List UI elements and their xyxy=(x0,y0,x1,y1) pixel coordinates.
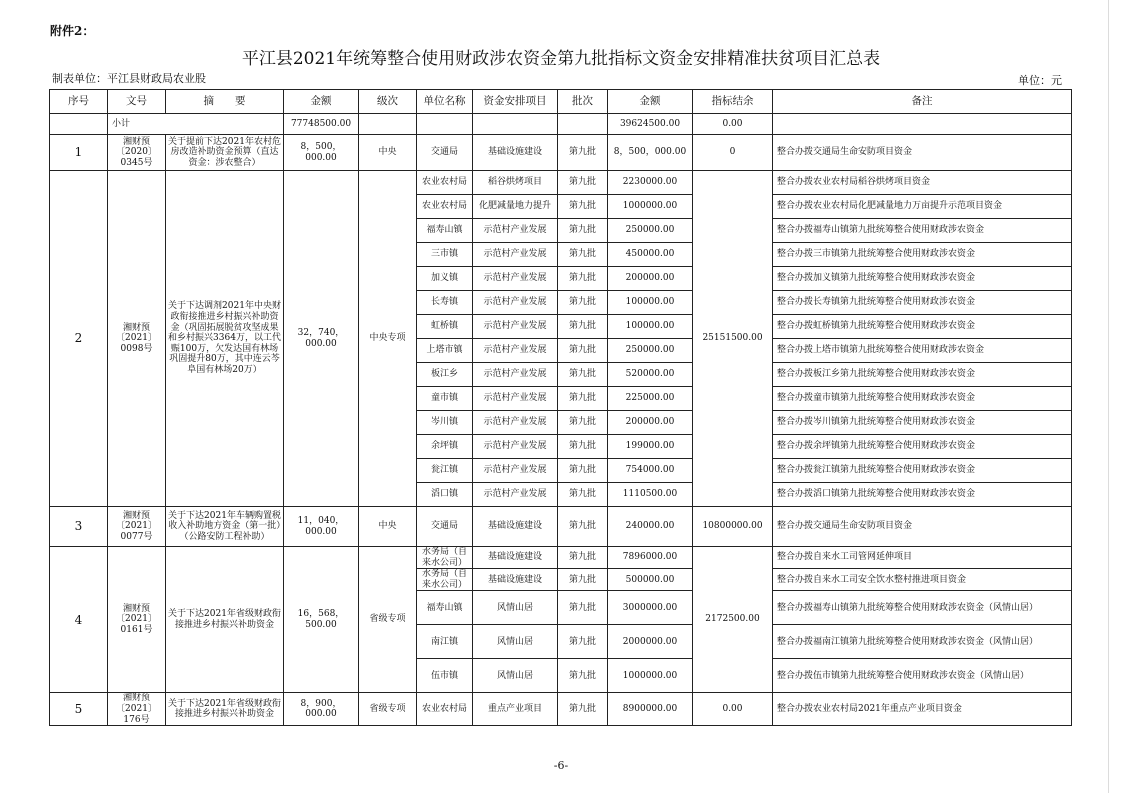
row-amount: 250000.00 xyxy=(608,219,693,243)
group-no: 1 xyxy=(50,135,108,171)
subtotal-row xyxy=(50,114,1072,135)
row-unit: 滔口镇 xyxy=(417,483,473,507)
group-summary: 关于提前下达2021年农村危房改造补助资金预算（直达资金：涉农整合） xyxy=(166,135,284,171)
row-note: 整合办拨加义镇第九批统筹整合使用财政涉农资金 xyxy=(773,267,1072,291)
row-batch: 第九批 xyxy=(558,483,608,507)
row-amount: 1000000.00 xyxy=(608,195,693,219)
row-project: 稻谷烘烤项目 xyxy=(473,171,558,195)
row-amount: 100000.00 xyxy=(608,315,693,339)
group-amount: 8，900，000.00 xyxy=(284,693,359,726)
group-balance: 0.00 xyxy=(693,693,773,726)
row-batch: 第九批 xyxy=(558,569,608,591)
group-amount: 16，568，500.00 xyxy=(284,547,359,693)
row-unit: 福寿山镇 xyxy=(417,219,473,243)
row-amount: 520000.00 xyxy=(608,363,693,387)
group-balance: 0 xyxy=(693,135,773,171)
row-note: 整合办拨余坪镇第九批统筹整合使用财政涉农资金 xyxy=(773,435,1072,459)
row-unit: 上塔市镇 xyxy=(417,339,473,363)
row-batch: 第九批 xyxy=(558,243,608,267)
group-amount: 32，740，000.00 xyxy=(284,171,359,507)
row-amount: 240000.00 xyxy=(608,507,693,547)
row-amount: 8900000.00 xyxy=(608,693,693,726)
row-batch: 第九批 xyxy=(558,219,608,243)
row-unit: 水务局（自来水公司） xyxy=(417,547,473,569)
header-no: 序号 xyxy=(50,90,108,114)
row-project: 风情山居 xyxy=(473,591,558,625)
subtotal-amount2: 39624500.00 xyxy=(608,114,693,135)
row-note: 整合办拨板江乡第九批统筹整合使用财政涉农资金 xyxy=(773,363,1072,387)
row-unit: 余坪镇 xyxy=(417,435,473,459)
row-amount: 500000.00 xyxy=(608,569,693,591)
row-unit: 长寿镇 xyxy=(417,291,473,315)
scan-edge xyxy=(1108,0,1109,793)
row-batch: 第九批 xyxy=(558,435,608,459)
row-project: 示范村产业发展 xyxy=(473,243,558,267)
row-batch: 第九批 xyxy=(558,291,608,315)
header-balance: 指标结余 xyxy=(693,90,773,114)
row-unit: 板江乡 xyxy=(417,363,473,387)
group-no: 3 xyxy=(50,507,108,547)
row-amount: 200000.00 xyxy=(608,267,693,291)
row-note: 整合办拨瓮江镇第九批统筹整合使用财政涉农资金 xyxy=(773,459,1072,483)
row-note: 整合办拨岑川镇第九批统筹整合使用财政涉农资金 xyxy=(773,411,1072,435)
row-project: 基础设施建设 xyxy=(473,547,558,569)
row-amount: 200000.00 xyxy=(608,411,693,435)
header-amount: 金额 xyxy=(284,90,359,114)
row-unit: 农业农村局 xyxy=(417,693,473,726)
row-project: 示范村产业发展 xyxy=(473,267,558,291)
group-amount: 8，500，000.00 xyxy=(284,135,359,171)
row-amount: 7896000.00 xyxy=(608,547,693,569)
row-project: 基础设施建设 xyxy=(473,507,558,547)
group-doc: 湘财预〔2021〕0077号 xyxy=(108,507,166,547)
table-row xyxy=(50,693,1072,726)
currency-unit: 单位：元 xyxy=(1018,74,1062,87)
row-note: 整合办拨农业农村局2021年重点产业项目资金 xyxy=(773,693,1072,726)
row-batch: 第九批 xyxy=(558,171,608,195)
row-note: 整合办拨福寿山镇第九批统筹整合使用财政涉农资金（风情山居） xyxy=(773,591,1072,625)
row-batch: 第九批 xyxy=(558,315,608,339)
row-unit: 童市镇 xyxy=(417,387,473,411)
header-doc: 文号 xyxy=(108,90,166,114)
row-amount: 2000000.00 xyxy=(608,625,693,659)
group-summary: 关于下达调剂2021年中央财政衔接推进乡村振兴补助资金（巩固拓展脱贫攻坚成果和乡村振兴3364万，以工代赈100万，欠发达国有林场巩固提升80万，其中连云芩阜国有林场20万） xyxy=(166,171,284,507)
row-unit: 瓮江镇 xyxy=(417,459,473,483)
row-unit: 水务局（自来水公司） xyxy=(417,569,473,591)
row-note: 整合办拨福南江镇第九批统筹整合使用财政涉农资金（风情山居） xyxy=(773,625,1072,659)
row-project: 风情山居 xyxy=(473,625,558,659)
row-batch: 第九批 xyxy=(558,363,608,387)
row-note: 整合办拨农业农村局稻谷烘烤项目资金 xyxy=(773,171,1072,195)
row-batch: 第九批 xyxy=(558,459,608,483)
row-batch: 第九批 xyxy=(558,591,608,625)
row-project: 示范村产业发展 xyxy=(473,219,558,243)
row-project: 示范村产业发展 xyxy=(473,363,558,387)
row-amount: 1110500.00 xyxy=(608,483,693,507)
group-amount: 11，040，000.00 xyxy=(284,507,359,547)
row-project: 重点产业项目 xyxy=(473,693,558,726)
header-amount2: 金额 xyxy=(608,90,693,114)
row-project: 基础设施建设 xyxy=(473,569,558,591)
subtotal-label: 小计 xyxy=(108,114,284,135)
row-unit: 南江镇 xyxy=(417,625,473,659)
row-amount: 2230000.00 xyxy=(608,171,693,195)
row-note: 整合办拨自来水工司安全饮水整村推进项目资金 xyxy=(773,569,1072,591)
row-unit: 虹桥镇 xyxy=(417,315,473,339)
group-doc: 湘财预〔2020〕0345号 xyxy=(108,135,166,171)
table-row xyxy=(50,547,1072,569)
table-row xyxy=(50,507,1072,547)
row-project: 风情山居 xyxy=(473,659,558,693)
attachment-label: 附件2： xyxy=(50,24,95,38)
row-batch: 第九批 xyxy=(558,507,608,547)
row-amount: 250000.00 xyxy=(608,339,693,363)
group-balance: 2172500.00 xyxy=(693,547,773,693)
table-row xyxy=(50,171,1072,195)
row-batch: 第九批 xyxy=(558,693,608,726)
row-note: 整合办拨上塔市镇第九批统筹整合使用财政涉农资金 xyxy=(773,339,1072,363)
row-note: 整合办拨童市镇第九批统筹整合使用财政涉农资金 xyxy=(773,387,1072,411)
header-summary: 摘 要 xyxy=(166,90,284,114)
group-no: 2 xyxy=(50,171,108,507)
row-unit: 农业农村局 xyxy=(417,195,473,219)
row-amount: 8，500，000.00 xyxy=(608,135,693,171)
row-batch: 第九批 xyxy=(558,135,608,171)
group-no: 4 xyxy=(50,547,108,693)
row-amount: 3000000.00 xyxy=(608,591,693,625)
row-project: 示范村产业发展 xyxy=(473,339,558,363)
table-row xyxy=(50,135,1072,171)
group-balance: 10800000.00 xyxy=(693,507,773,547)
group-level: 中央 xyxy=(359,135,417,171)
row-project: 示范村产业发展 xyxy=(473,411,558,435)
group-level: 中央 xyxy=(359,507,417,547)
group-level: 省级专项 xyxy=(359,693,417,726)
page-number: -6- xyxy=(553,759,569,772)
row-batch: 第九批 xyxy=(558,659,608,693)
row-project: 示范村产业发展 xyxy=(473,291,558,315)
row-amount: 450000.00 xyxy=(608,243,693,267)
allocation-table xyxy=(49,89,1072,726)
row-note: 整合办拨伍市镇第九批统筹整合使用财政涉农资金（风情山居） xyxy=(773,659,1072,693)
header-row xyxy=(50,90,1072,114)
header-project: 资金安排项目 xyxy=(473,90,558,114)
group-summary: 关于下达2021年省级财政衔接推进乡村振兴补助资金 xyxy=(166,693,284,726)
row-batch: 第九批 xyxy=(558,195,608,219)
group-level: 中央专项 xyxy=(359,171,417,507)
row-unit: 加义镇 xyxy=(417,267,473,291)
table-title: 平江县2021年统筹整合使用财政涉农资金第九批指标文资金安排精准扶贫项目汇总表 xyxy=(241,49,881,69)
row-note: 整合办拨自来水工司管网延伸项目 xyxy=(773,547,1072,569)
row-project: 基础设施建设 xyxy=(473,135,558,171)
maker-unit: 制表单位：平江县财政局农业股 xyxy=(52,72,206,85)
row-note: 整合办拨福寿山镇第九批统筹整合使用财政涉农资金 xyxy=(773,219,1072,243)
group-summary: 关于下达2021年车辆购置税收入补助地方资金（第一批）（公路安防工程补助） xyxy=(166,507,284,547)
group-doc: 湘财预〔2021〕176号 xyxy=(108,693,166,726)
row-note: 整合办拨长寿镇第九批统筹整合使用财政涉农资金 xyxy=(773,291,1072,315)
row-project: 示范村产业发展 xyxy=(473,483,558,507)
group-doc: 湘财预〔2021〕0161号 xyxy=(108,547,166,693)
group-no: 5 xyxy=(50,693,108,726)
row-amount: 199000.00 xyxy=(608,435,693,459)
row-batch: 第九批 xyxy=(558,625,608,659)
row-unit: 福寿山镇 xyxy=(417,591,473,625)
group-balance: 25151500.00 xyxy=(693,171,773,507)
header-level: 级次 xyxy=(359,90,417,114)
row-unit: 交通局 xyxy=(417,135,473,171)
row-unit: 交通局 xyxy=(417,507,473,547)
row-batch: 第九批 xyxy=(558,339,608,363)
row-batch: 第九批 xyxy=(558,411,608,435)
row-unit: 伍市镇 xyxy=(417,659,473,693)
row-amount: 225000.00 xyxy=(608,387,693,411)
row-note: 整合办拨交通局生命安防项目资金 xyxy=(773,507,1072,547)
row-batch: 第九批 xyxy=(558,267,608,291)
row-batch: 第九批 xyxy=(558,387,608,411)
row-project: 示范村产业发展 xyxy=(473,387,558,411)
subtotal-amount: 77748500.00 xyxy=(284,114,359,135)
row-unit: 三市镇 xyxy=(417,243,473,267)
row-batch: 第九批 xyxy=(558,547,608,569)
row-note: 整合办拨虹桥镇第九批统筹整合使用财政涉农资金 xyxy=(773,315,1072,339)
group-level: 省级专项 xyxy=(359,547,417,693)
row-project: 化肥减量地力提升 xyxy=(473,195,558,219)
row-amount: 100000.00 xyxy=(608,291,693,315)
row-amount: 1000000.00 xyxy=(608,659,693,693)
header-note: 备注 xyxy=(773,90,1072,114)
row-note: 整合办拨农业农村局化肥减量地力万亩提升示范项目资金 xyxy=(773,195,1072,219)
header-unit: 单位名称 xyxy=(417,90,473,114)
group-summary: 关于下达2021年省级财政衔接推进乡村振兴补助资金 xyxy=(166,547,284,693)
row-project: 示范村产业发展 xyxy=(473,435,558,459)
row-note: 整合办拨三市镇第九批统筹整合使用财政涉农资金 xyxy=(773,243,1072,267)
row-unit: 岑川镇 xyxy=(417,411,473,435)
row-note: 整合办拨交通局生命安防项目资金 xyxy=(773,135,1072,171)
row-project: 示范村产业发展 xyxy=(473,459,558,483)
row-amount: 754000.00 xyxy=(608,459,693,483)
header-batch: 批次 xyxy=(558,90,608,114)
row-note: 整合办拨滔口镇第九批统筹整合使用财政涉农资金 xyxy=(773,483,1072,507)
row-project: 示范村产业发展 xyxy=(473,315,558,339)
group-doc: 湘财预〔2021〕0098号 xyxy=(108,171,166,507)
row-unit: 农业农村局 xyxy=(417,171,473,195)
subtotal-balance: 0.00 xyxy=(693,114,773,135)
